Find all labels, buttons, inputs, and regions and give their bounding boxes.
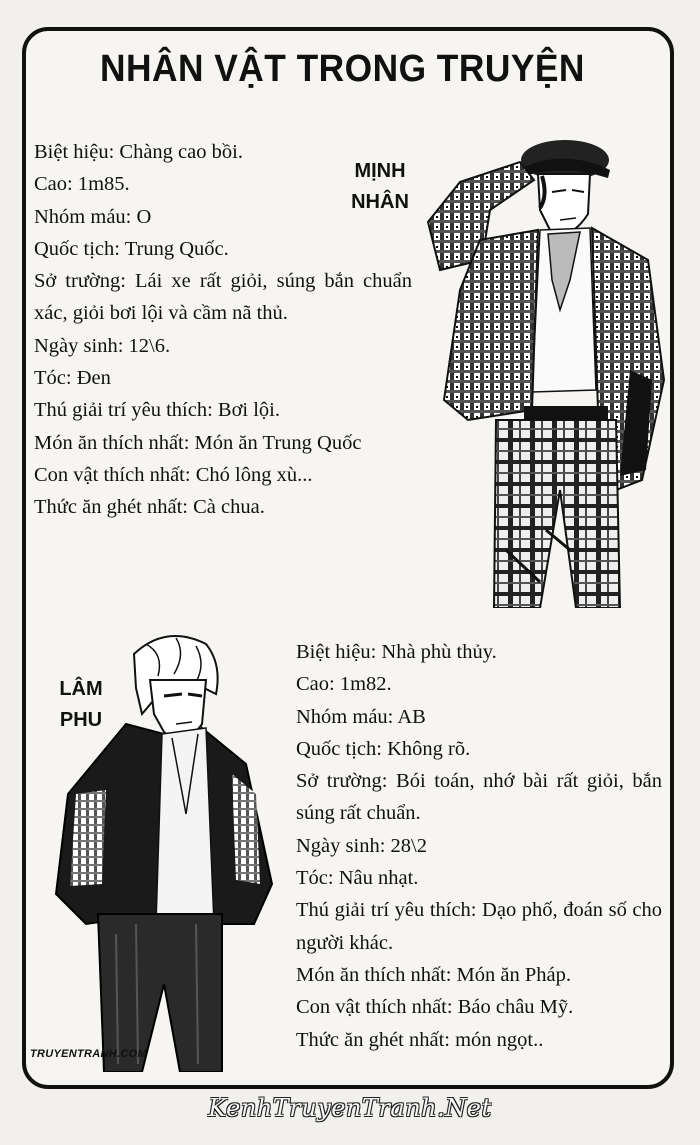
info-birthday: Ngày sinh: 28\2	[296, 834, 427, 857]
character1-name-line1: MỊNH	[354, 160, 406, 182]
info-hobby: Thú giải trí yêu thích: Bơi lội.	[34, 399, 280, 422]
info-blood-type: Nhóm máu: AB	[296, 705, 426, 728]
character2-illustration	[46, 624, 280, 1072]
character1-illustration	[420, 130, 672, 608]
info-blood-type: Nhóm máu: O	[34, 205, 152, 228]
watermark: KenhTruyenTranh.Net	[208, 1094, 492, 1122]
info-nickname: Biệt hiệu: Nhà phù thủy.	[296, 641, 497, 663]
info-hair: Tóc: Đen	[34, 367, 111, 390]
info-hated-food: Thức ăn ghét nhất: món ngọt..	[296, 1028, 544, 1051]
info-hated-food: Thức ăn ghét nhất: Cà chua.	[34, 496, 265, 519]
page-title: NHÂN VẬT TRONG TRUYỆN	[100, 48, 585, 90]
character1-name-line2: NHÂN	[351, 191, 409, 213]
info-favorite-animal: Con vật thích nhất: Chó lông xù...	[34, 463, 313, 486]
info-favorite-food: Món ăn thích nhất: Món ăn Trung Quốc	[34, 431, 362, 454]
info-nationality: Quốc tịch: Không rõ.	[296, 737, 471, 760]
info-height: Cao: 1m82.	[296, 673, 392, 696]
info-nickname: Biệt hiệu: Chàng cao bồi.	[34, 141, 243, 163]
info-height: Cao: 1m85.	[34, 173, 130, 196]
info-strengths: Sở trường: Lái xe rất giỏi, súng bắn chuẩn xác, giỏi bơi lội và cầm nã thủ.	[34, 270, 412, 325]
character1-name	[343, 156, 417, 218]
character2-name-line1: LÂM	[59, 678, 103, 700]
info-favorite-animal: Con vật thích nhất: Báo châu Mỹ.	[296, 996, 574, 1019]
info-nationality: Quốc tịch: Trung Quốc.	[34, 237, 229, 260]
info-strengths: Sở trường: Bói toán, nhớ bài rất giỏi, bắn súng rất chuẩn.	[296, 770, 662, 825]
info-hair: Tóc: Nâu nhạt.	[296, 867, 419, 890]
site-label: TRUYENTRANH.COM	[30, 1048, 147, 1060]
info-birthday: Ngày sinh: 12\6.	[34, 334, 171, 357]
info-hobby: Thú giải trí yêu thích: Dạo phố, đoán số cho người khác.	[296, 899, 662, 954]
info-favorite-food: Món ăn thích nhất: Món ăn Pháp.	[296, 963, 572, 986]
character2-name-line2: PHU	[59, 709, 103, 731]
character2-info	[296, 636, 666, 1056]
